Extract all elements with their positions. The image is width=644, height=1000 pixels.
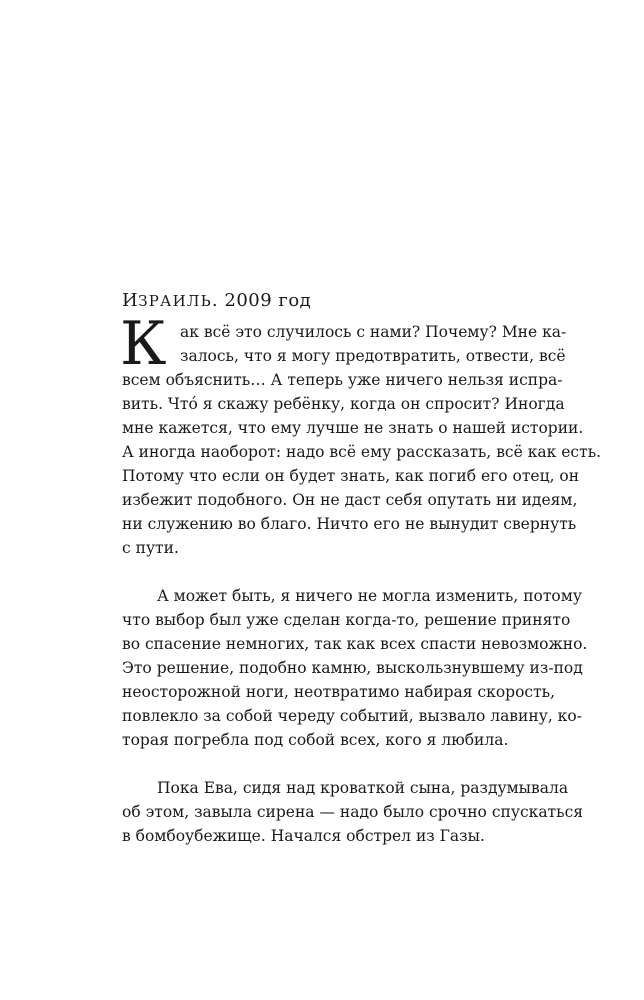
paragraph1-line: ак всё это случилось с нами? Почему? Мне ка- xyxy=(180,323,567,341)
paragraph2-line: А может быть, я ничего не могла изменить, потому xyxy=(157,587,582,605)
heading-year: . 2009 год xyxy=(211,290,312,311)
paragraph2-line: неосторожной ноги, неотвратимо набирая скорость, xyxy=(122,683,556,701)
paragraph1-line: Потому что если он будет знать, как погиб его отец, он xyxy=(122,467,580,485)
paragraph1-line: вить. Чтó я скажу ребёнку, когда он спросит? Иногда xyxy=(122,395,565,413)
paragraph2-line: торая погребла под собой всех, кого я любила. xyxy=(122,731,509,749)
paragraph1-line: А иногда наоборот: надо всё ему рассказать, всё как есть. xyxy=(122,443,602,461)
paragraph1-line: ни служению во благо. Ничто его не вынудит свернуть xyxy=(122,515,577,533)
drop-cap-letter: К xyxy=(120,309,167,379)
paragraph1-line: всем объяснить… А теперь уже ничего нельзя испра- xyxy=(122,371,563,389)
paragraph3-line: об этом, завыла сирена — надо было срочно спускаться xyxy=(122,803,584,821)
paragraph3-line: в бомбоубежище. Начался обстрел из Газы. xyxy=(122,827,485,845)
paragraph1-line: залось, что я могу предотвратить, отвести, всё xyxy=(180,347,566,365)
paragraph1-line: избежит подобного. Он не даст себя опутать ни идеям, xyxy=(122,491,578,509)
heading-first-letter: И xyxy=(122,290,139,311)
paragraph1-line: с пути. xyxy=(122,539,179,557)
heading-smallcaps: ЗРАИЛЬ xyxy=(138,292,212,310)
paragraph2-line: повлекло за собой череду событий, вызвало лавину, ко- xyxy=(122,707,582,725)
paragraph1-line: мне кажется, что ему лучше не знать о нашей истории. xyxy=(122,419,584,437)
paragraph2-line: Это решение, подобно камню, выскользнувшему из-под xyxy=(122,659,583,677)
paragraph2-line: что выбор был уже сделан когда-то, решение принято xyxy=(122,611,571,629)
paragraph2-line: во спасение немногих, так как всех спасти невозможно. xyxy=(122,635,588,653)
paragraph3-line: Пока Ева, сидя над кроваткой сына, раздумывала xyxy=(157,779,569,797)
